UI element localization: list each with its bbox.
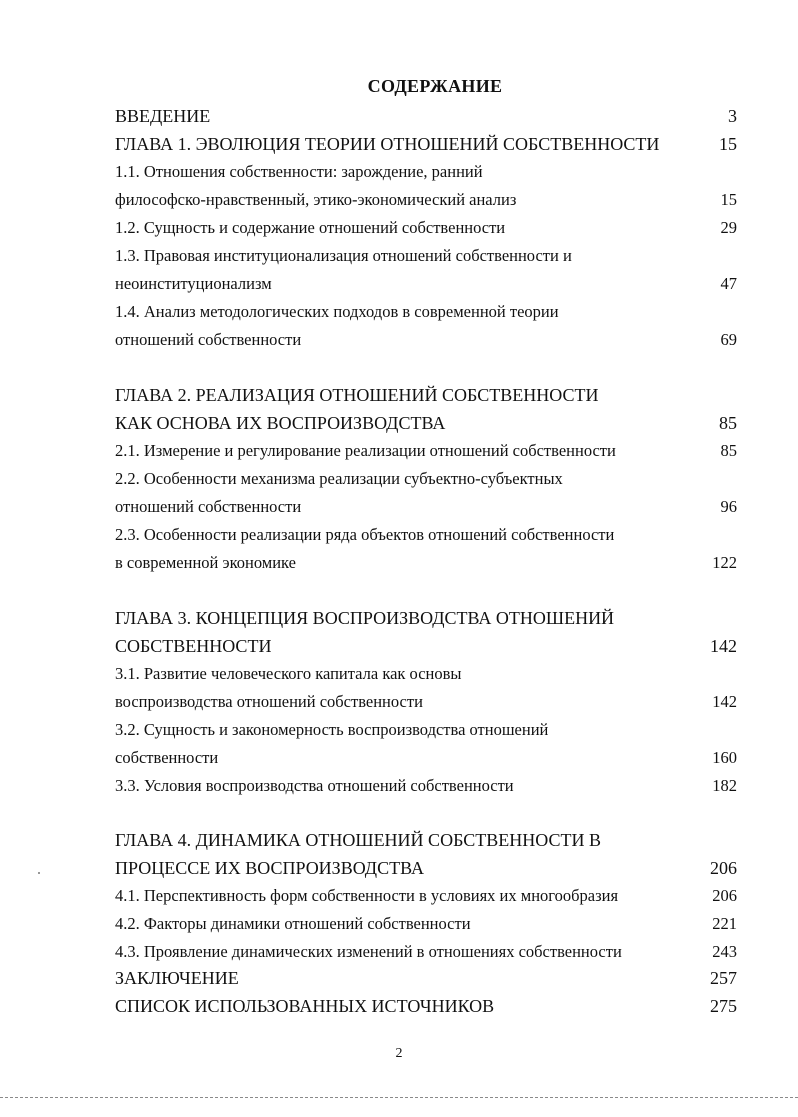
toc-title: СОДЕРЖАНИЕ xyxy=(367,76,503,96)
toc-entry-page: 122 xyxy=(712,553,737,572)
toc-entry-text: отношений собственности xyxy=(115,330,302,349)
toc-entry-page: 96 xyxy=(720,497,737,516)
page-number: 2 xyxy=(395,1046,403,1061)
toc-entry-text: 1.3. Правовая институционализация отношений собственности и xyxy=(115,246,572,265)
toc-entry-text: КАК ОСНОВА ИХ ВОСПРОИЗВОДСТВА xyxy=(115,413,446,433)
toc-entry-text: 1.2. Сущность и содержание отношений собственности xyxy=(115,218,506,237)
toc-entry-text: 4.2. Факторы динамики отношений собственности xyxy=(115,914,471,933)
toc-entry-page: 3 xyxy=(728,106,737,126)
toc-entry-page: 15 xyxy=(720,190,737,209)
toc-entry-text: ВВЕДЕНИЕ xyxy=(115,106,211,126)
toc-entry-text: 4.1. Перспективность форм собственности в условиях их многообразия xyxy=(115,886,619,905)
toc-entry-text: 3.2. Сущность и закономерность воспроизводства отношений xyxy=(115,720,549,739)
toc-entry-page: 243 xyxy=(712,942,737,961)
toc-entry-text: 2.3. Особенности реализации ряда объектов отношений собственности xyxy=(115,525,615,544)
toc-entry-page: 15 xyxy=(719,134,737,154)
toc-entry-page: 85 xyxy=(720,441,737,460)
toc-entry-page: 142 xyxy=(712,692,737,711)
toc-entry-page: 47 xyxy=(720,274,737,293)
toc-entry-page: 182 xyxy=(712,776,737,795)
toc-entry-page: 69 xyxy=(720,330,737,349)
toc-entry-text: 3.1. Развитие человеческого капитала как основы xyxy=(115,664,462,683)
toc-entry-text: СОБСТВЕННОСТИ xyxy=(115,636,272,656)
toc-entry-text: ГЛАВА 2. РЕАЛИЗАЦИЯ ОТНОШЕНИЙ СОБСТВЕННОСТИ xyxy=(115,385,599,405)
toc-entry-page: 160 xyxy=(712,748,737,767)
toc-entry-text: в современной экономике xyxy=(115,553,296,572)
toc-entry-text: 1.4. Анализ методологических подходов в современной теории xyxy=(115,302,559,321)
toc-entry-page: 29 xyxy=(720,218,737,237)
toc-entry-text: собственности xyxy=(115,748,219,767)
toc-entry-text: ГЛАВА 4. ДИНАМИКА ОТНОШЕНИЙ СОБСТВЕННОСТИ В xyxy=(115,830,601,850)
toc-entry-text: философско-нравственный, этико-экономический анализ xyxy=(115,190,517,209)
toc-entry-page: 85 xyxy=(719,413,737,433)
toc-entry-text: ЗАКЛЮЧЕНИЕ xyxy=(115,968,239,988)
toc-entry-page: 221 xyxy=(712,914,737,933)
toc-entry-text: воспроизводства отношений собственности xyxy=(115,692,423,711)
toc-entry-text: 2.2. Особенности механизма реализации субъектно-субъектных xyxy=(115,469,563,488)
toc-entry-text: ГЛАВА 1. ЭВОЛЮЦИЯ ТЕОРИИ ОТНОШЕНИЙ СОБСТВЕННОСТИ xyxy=(115,134,660,154)
toc-entry-text: 1.1. Отношения собственности: зарождение, ранний xyxy=(115,162,483,181)
toc-entry-text: ПРОЦЕССЕ ИХ ВОСПРОИЗВОДСТВА xyxy=(115,858,424,878)
toc-entry-page: 206 xyxy=(712,886,737,905)
toc-entry-text: 3.3. Условия воспроизводства отношений собственности xyxy=(115,776,514,795)
toc-entry-text: отношений собственности xyxy=(115,497,302,516)
toc-entry-text: неоинституционализм xyxy=(115,274,272,293)
toc-entry-page: 142 xyxy=(710,636,737,656)
toc-entry-text: 4.3. Проявление динамических изменений в отношениях собственности xyxy=(115,942,622,961)
toc-entry-text: ГЛАВА 3. КОНЦЕПЦИЯ ВОСПРОИЗВОДСТВА ОТНОШЕНИЙ xyxy=(115,608,615,628)
toc-entry-page: 206 xyxy=(710,858,737,878)
scan-edge-line xyxy=(0,1097,798,1098)
toc-entry-text: СПИСОК ИСПОЛЬЗОВАННЫХ ИСТОЧНИКОВ xyxy=(115,996,495,1016)
toc-entry-text: 2.1. Измерение и регулирование реализации отношений собственности xyxy=(115,441,616,460)
toc-entry-page: 257 xyxy=(710,968,737,988)
toc-entry-page: 275 xyxy=(710,996,737,1016)
scan-speck xyxy=(38,872,40,874)
